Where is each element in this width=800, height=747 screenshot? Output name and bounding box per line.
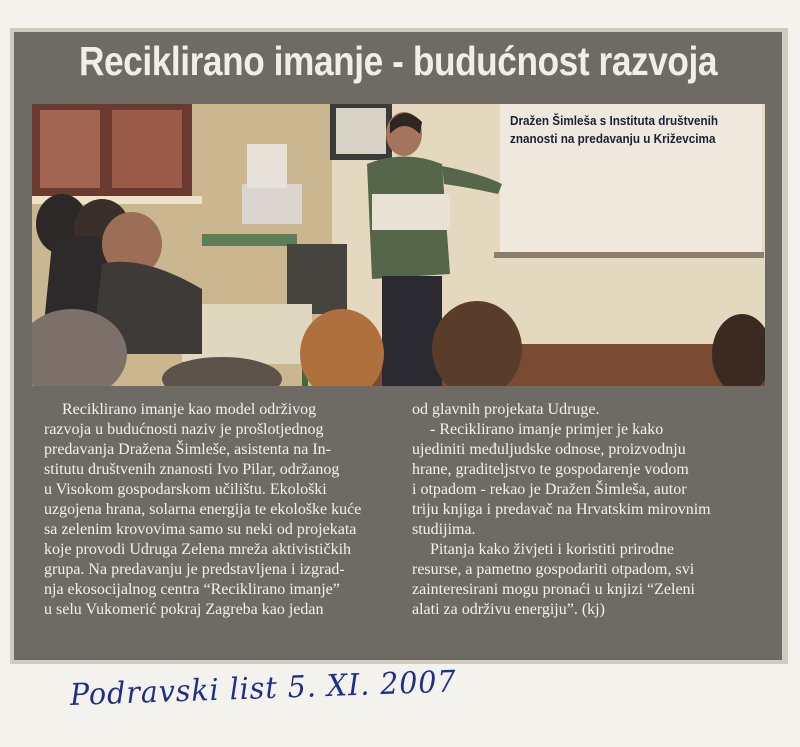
article-line: i otpadom - rekao je Dražen Šimleša, autor xyxy=(412,481,687,498)
article-line: triju knjiga i predavač na Hrvatskim mirovnim xyxy=(412,501,711,518)
caption-line: znanosti na predavanju u Križevcima xyxy=(510,131,716,146)
article-line: studijima. xyxy=(412,521,476,538)
article-line: - Reciklirano imanje primjer je kako xyxy=(430,421,664,438)
article-line: uzgojena hrana, solarna energija te ekološke kuće xyxy=(44,501,362,518)
article-line: razvoja u budućnosti naziv je prošlotjednog xyxy=(44,421,324,438)
caption-line: Dražen Šimleša s Instituta društvenih xyxy=(510,113,719,128)
article-line: Pitanja kako živjeti i koristiti prirodne xyxy=(430,541,674,558)
lecture-photo xyxy=(32,104,765,386)
article-line: alati za održivu energiju”. (kj) xyxy=(412,601,605,618)
article-line: nja ekosocijalnog centra “Reciklirano imanje” xyxy=(44,581,340,598)
photo-caption xyxy=(510,112,735,148)
article-line: u Visokom gospodarskom učilištu. Ekološki xyxy=(44,481,327,498)
article-line: sa zelenim krovovima samo su neki od projekata xyxy=(44,521,357,538)
newspaper-clipping xyxy=(14,32,782,660)
article-line: u selu Vukomerić pokraj Zagreba kao jedan xyxy=(44,601,324,618)
article-line: resurse, a pametno gospodariti otpadom, svi xyxy=(412,561,695,578)
article-line: Reciklirano imanje kao model održivog xyxy=(62,401,317,418)
article-line: hrane, graditeljstvo te gospodarenje vodom xyxy=(412,461,689,478)
headline: Reciklirano imanje - budućnost razvoja xyxy=(78,38,718,84)
article-line: predavanja Dražena Šimleše, asistenta na In- xyxy=(44,441,331,458)
article-line: grupa. Na predavanju je predstavljena i izgrad- xyxy=(44,561,345,578)
article-line: ujediniti međuljudske odnose, proizvodnju xyxy=(412,441,686,458)
article-line: od glavnih projekata Udruge. xyxy=(412,401,600,418)
article-column-left xyxy=(44,400,392,620)
handwritten-source-note: Podravski list 5. XI. 2007 xyxy=(69,664,458,713)
article-line: stitutu društvenih znanosti Ivo Pilar, održanog xyxy=(44,461,340,478)
article-line: koje provodi Udruga Zelena mreža aktivističkih xyxy=(44,541,352,558)
article-line: zainteresirani mogu pronaći u knjizi “Zeleni xyxy=(412,581,695,598)
article-column-right xyxy=(412,400,752,620)
